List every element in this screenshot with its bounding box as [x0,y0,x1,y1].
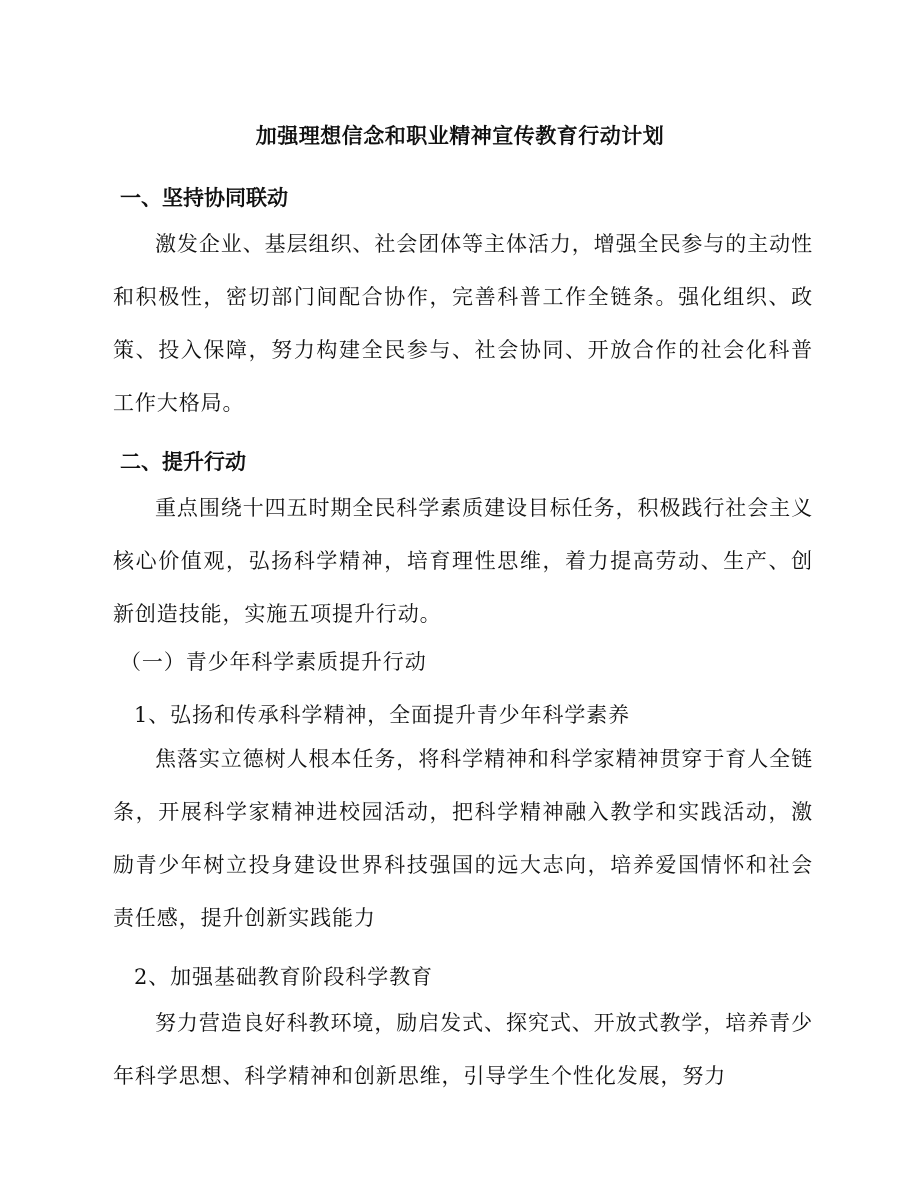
item-heading-basic-education: 2、加强基础教育阶段科学教育 [134,965,433,989]
section-paragraph-coordination: 激发企业、基层组织、社会团体等主体活力，增强全民参与的主动性和积极性，密切部门间配合协作，完善科普工作全链条。强化组织、政策、投入保障，努力构建全民参与、社会协同、开放合作的社会化科普工作大格局。 [113,232,813,415]
section-heading-coordination: 一、坚持协同联动 [120,185,288,210]
item-paragraph-basic-education: 努力营造良好科教环境，励启发式、探究式、开放式教学，培养青少年科学思想、科学精神和创新思维，引导学生个性化发展，努力 [113,1011,813,1088]
subsection-heading-youth: （一）青少年科学素质提升行动 [120,650,427,674]
section-heading-improvement: 二、提升行动 [120,449,246,474]
section-paragraph-improvement: 重点围绕十四五时期全民科学素质建设目标任务，积极践行社会主义核心价值观，弘扬科学精神，培育理性思维，着力提高劳动、生产、创新创造技能，实施五项提升行动。 [113,496,813,626]
item-paragraph-science-spirit: 焦落实立德树人根本任务，将科学精神和科学家精神贯穿于育人全链条，开展科学家精神进校园活动，把科学精神融入教学和实践活动，激励青少年树立投身建设世界科技强国的远大志向，培养爱国情怀和社会责任感，提升创新实践能力 [113,747,813,930]
document-title: 加强理想信念和职业精神宣传教育行动计划 [255,123,665,148]
item-heading-science-spirit: 1、弘扬和传承科学精神，全面提升青少年科学素养 [134,703,631,727]
